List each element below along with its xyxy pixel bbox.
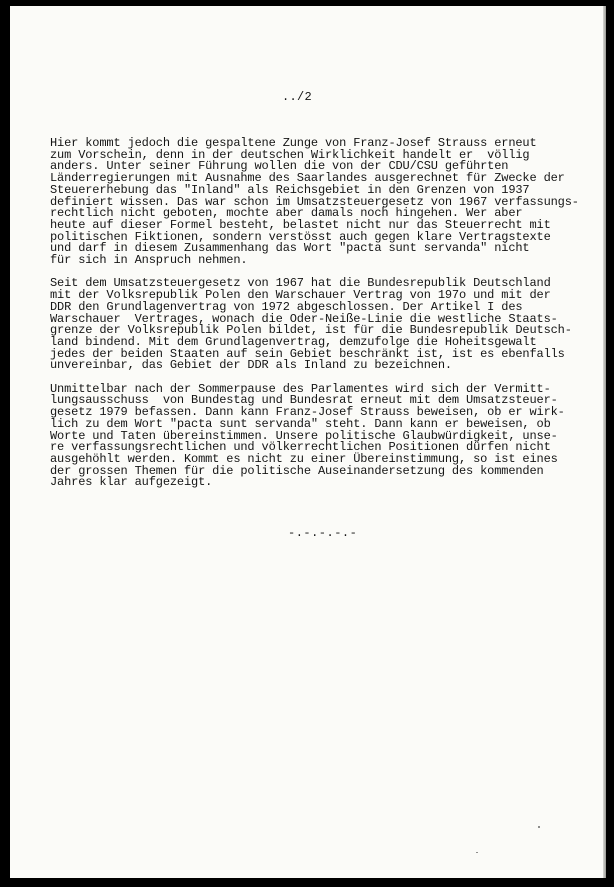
scan-speck <box>476 852 478 853</box>
text-line: Länderregierungen mit Ausnahme des Saarlandes ausgerechnet für Zwecke der <box>50 171 565 186</box>
text-line: der grossen Themen für die politische Auseinandersetzung des kommenden <box>50 463 544 478</box>
text-line: zum Vorschein, denn in der deutschen Wirklichkeit handelt er völlig <box>50 147 530 162</box>
text-line: grenze der Volksrepublik Polen bildet, ist für die Bundesrepublik Deutsch- <box>50 323 572 338</box>
paragraph-1 <box>50 138 606 267</box>
scan-speck <box>538 826 540 828</box>
document-page <box>10 6 606 878</box>
text-line: Warschauer Vertrages, wonach die Oder-Neiße-Linie die westliche Staats- <box>50 311 558 326</box>
text-line: ausgehöhlt werden. Kommt es nicht zu einer Übereinstimmung, so ist eines <box>50 451 558 466</box>
page-number: ../2 <box>282 90 313 104</box>
text-line: land bindend. Mit dem Grundlagenvertrag, demzufolge die Hoheitsgewalt <box>50 334 537 349</box>
text-line: Steuererhebung das "Inland" als Reichsgebiet in den Grenzen von 1937 <box>50 182 530 197</box>
text-line: und darf in diesem Zusammenhang das Wort "pacta sunt servanda" nicht <box>50 241 530 256</box>
text-line: für sich in Anspruch nehmen. <box>50 253 248 268</box>
text-line: Jahres klar aufgezeigt. <box>50 475 213 490</box>
text-line: politischen Fiktionen, sondern verstösst auch gegen klare Vertragstexte <box>50 229 551 244</box>
text-line: lich zu dem Wort "pacta sunt servanda" steht. Dann kann er beweisen, ob <box>50 416 551 431</box>
text-line: Seit dem Umsatzsteuergesetz von 1967 hat die Bundesrepublik Deutschland <box>50 276 551 291</box>
text-line: Worte und Taten übereinstimmen. Unsere politische Glaubwürdigkeit, unse- <box>50 428 558 443</box>
closing-mark: -.-.-.-.- <box>288 526 358 540</box>
body-text <box>50 138 606 501</box>
text-line: jedes der beiden Staaten auf sein Gebiet beschränkt ist, ist es ebenfalls <box>50 346 565 361</box>
text-line: lungsausschuss von Bundestag und Bundesrat erneut mit dem Umsatzsteuer- <box>50 393 558 408</box>
paragraph-2 <box>50 278 606 372</box>
text-line: definiert wissen. Das war schon im Umsatzsteuergesetz von 1967 verfassungs- <box>50 194 579 209</box>
text-line: re verfassungsrechtlichen und völkerrechtlichen Positionen dürfen nicht <box>50 440 551 455</box>
text-line: Unmittelbar nach der Sommerpause des Parlamentes wird sich der Vermitt- <box>50 381 551 396</box>
text-line: gesetz 1979 befassen. Dann kann Franz-Josef Strauss beweisen, ob er wirk- <box>50 405 565 420</box>
text-line: heute auf dieser Formel besteht, belastet nicht nur das Steuerrecht mit <box>50 217 551 232</box>
text-line: DDR den Grundlagenvertrag von 1972 abgeschlossen. Der Artikel I des <box>50 299 523 314</box>
text-line: mit der Volksrepublik Polen den Warschauer Vertrag von 197o und mit der <box>50 288 551 303</box>
text-line: anders. Unter seiner Führung wollen die von der CDU/CSU geführten <box>50 159 509 174</box>
paragraph-3 <box>50 381 606 490</box>
text-line: unvereinbar, das Gebiet der DDR als Inland zu bezeichnen. <box>50 358 452 373</box>
text-line: rechtlich nicht geboten, mochte aber damals noch hingehen. Wer aber <box>50 206 523 221</box>
text-line: Hier kommt jedoch die gespaltene Zunge von Franz-Josef Strauss erneut <box>50 136 537 150</box>
